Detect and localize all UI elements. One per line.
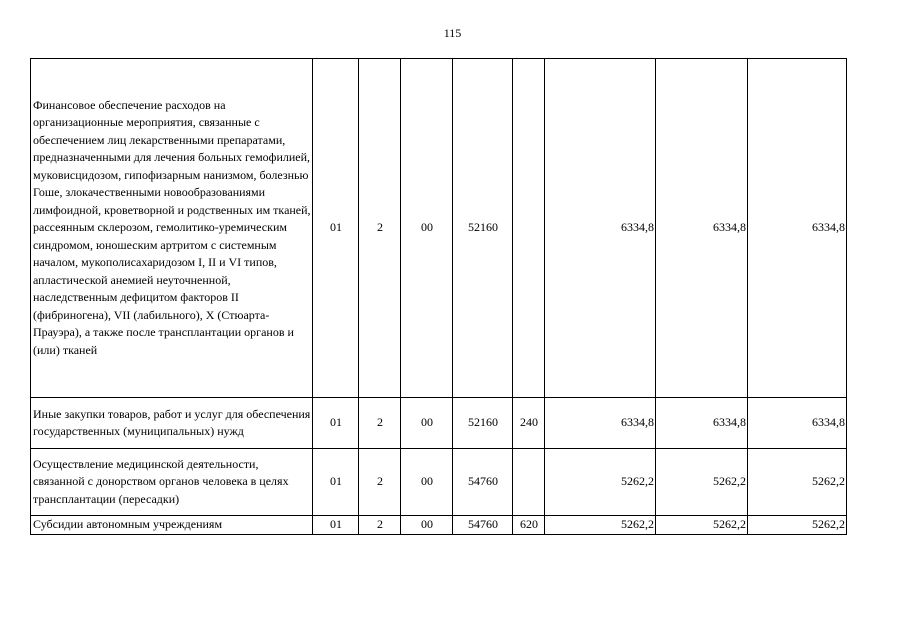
table-row (31, 398, 847, 449)
direction-code: 54760 (453, 449, 513, 516)
section-code: 01 (313, 449, 359, 516)
direction-code: 52160 (453, 59, 513, 398)
event-code: 00 (401, 59, 453, 398)
amount-year-2: 5262,2 (656, 516, 748, 535)
amount-year-3: 5262,2 (748, 449, 847, 516)
event-code: 00 (401, 398, 453, 449)
amount-year-1: 5262,2 (545, 449, 656, 516)
amount-year-2: 5262,2 (656, 449, 748, 516)
table-row (31, 59, 847, 398)
amount-year-1: 6334,8 (545, 59, 656, 398)
amount-year-2: 6334,8 (656, 398, 748, 449)
table-row (31, 449, 847, 516)
subprogram-code: 2 (359, 59, 401, 398)
section-code: 01 (313, 398, 359, 449)
section-code: 01 (313, 516, 359, 535)
expense-type-code: 620 (513, 516, 545, 535)
row-name: Субсидии автономным учреждениям (31, 516, 313, 535)
row-name: Иные закупки товаров, работ и услуг для обеспечения государственных (муниципальных) нужд (31, 398, 313, 449)
section-code: 01 (313, 59, 359, 398)
amount-year-3: 5262,2 (748, 516, 847, 535)
expense-type-code (513, 59, 545, 398)
subprogram-code: 2 (359, 449, 401, 516)
row-name: Финансовое обеспечение расходов на организационные мероприятия, связанные с обеспечением лиц лекарственными препаратами, предназначенными для лечения больных гемофилией, муковисцидозом, гипофизарным нанизмом, болезнью Гоше, злокачественными новообразованиями лимфоидной, кроветворной и родственных им тканей, рассеянным склерозом, гемолитико-уремическим синдромом, юношеским артритом с системным началом, мукополисахаридозом I, II и VI типов, апластической анемией неуточненной, наследственным дефицитом факторов II (фибриногена), VII (лабильного), X (Стюарта-Прауэра), а также после трансплантации органов и (или) тканей (31, 59, 313, 398)
expense-type-code (513, 449, 545, 516)
amount-year-3: 6334,8 (748, 398, 847, 449)
expense-type-code: 240 (513, 398, 545, 449)
direction-code: 54760 (453, 516, 513, 535)
amount-year-1: 6334,8 (545, 398, 656, 449)
page-number: 115 (443, 26, 462, 40)
budget-table (30, 58, 847, 535)
amount-year-1: 5262,2 (545, 516, 656, 535)
row-name: Осуществление медицинской деятельности, связанной с донорством органов человека в целях трансплантации (пересадки) (31, 449, 313, 516)
event-code: 00 (401, 449, 453, 516)
subprogram-code: 2 (359, 516, 401, 535)
amount-year-2: 6334,8 (656, 59, 748, 398)
event-code: 00 (401, 516, 453, 535)
direction-code: 52160 (453, 398, 513, 449)
subprogram-code: 2 (359, 398, 401, 449)
amount-year-3: 6334,8 (748, 59, 847, 398)
table-row (31, 516, 847, 535)
